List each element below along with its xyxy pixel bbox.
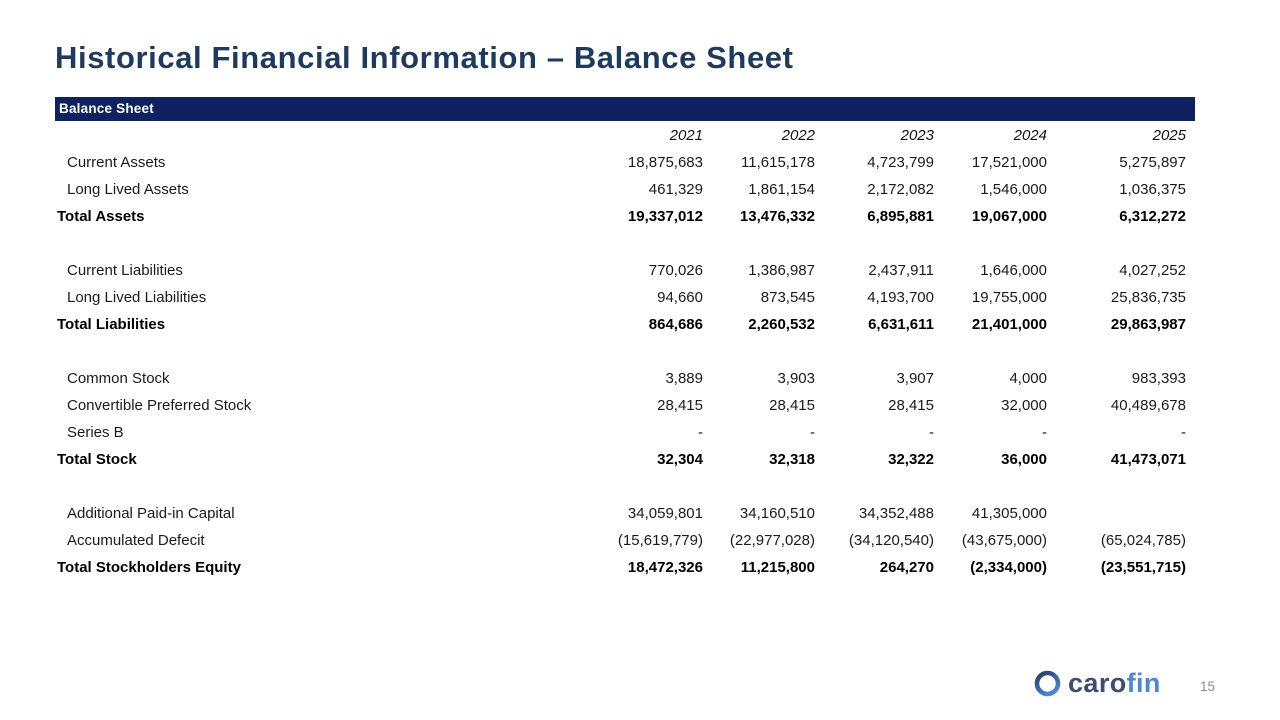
cell-value: 3,889 [665,370,703,387]
carofin-ring-icon [1034,670,1061,697]
table-row [55,419,1195,446]
cell-value: 41,473,071 [1110,451,1186,468]
row-label: Long Lived Assets [67,181,189,198]
cell-value: - [1042,424,1047,441]
cell-value: 1,546,000 [980,181,1047,198]
balance-sheet [55,97,1195,581]
cell-value: 5,275,897 [1119,154,1186,171]
cell-value: 4,193,700 [867,289,934,306]
table-row [55,392,1195,419]
cell-value: 34,059,801 [627,505,703,522]
table-row [55,311,1195,338]
cell-value: 11,215,800 [740,559,815,576]
year-header: 2023 [900,126,934,144]
cell-value: 17,521,000 [971,154,1047,171]
row-label: Series B [67,424,124,441]
row-label: Accumulated Defecit [67,532,205,549]
spacer-row [55,473,1195,500]
cell-value: 34,352,488 [858,505,934,522]
cell-value: 28,415 [769,397,815,414]
spacer-row [55,230,1195,257]
cell-value: 6,631,611 [868,316,934,333]
cell-value: 4,723,799 [867,154,934,171]
cell-value: 2,260,532 [748,316,815,333]
table-row [55,446,1195,473]
row-label: Common Stock [67,370,170,387]
cell-value: 32,322 [888,451,934,468]
row-label: Total Assets [57,208,145,225]
cell-value: 32,304 [657,451,703,468]
cell-value: 864,686 [648,316,703,333]
cell-value: (22,977,028) [729,532,815,549]
cell-value: 34,160,510 [739,505,815,522]
cell-value: (43,675,000) [961,532,1047,549]
cell-value: 1,036,375 [1119,181,1186,198]
cell-value: (65,024,785) [1100,532,1186,549]
cell-value: (15,619,779) [617,532,703,549]
table-header-bar [55,97,1195,121]
cell-value: 94,660 [657,289,703,306]
cell-value: 3,903 [777,370,815,387]
table-row [55,257,1195,284]
logo-text-fin: fin [1126,668,1161,698]
year-header: 2024 [1013,126,1047,144]
cell-value: 19,755,000 [971,289,1047,306]
row-label: Long Lived Liabilities [67,289,207,306]
cell-value: 770,026 [648,262,703,279]
cell-value: 36,000 [1001,451,1047,468]
row-label: Current Assets [67,154,166,171]
page-number: 15 [1200,679,1216,694]
table-row [55,500,1195,527]
year-header-row [55,121,1195,149]
cell-value: - [810,424,815,441]
row-label: Total Liabilities [57,316,166,333]
cell-value: 28,415 [657,397,703,414]
cell-value: 32,000 [1001,397,1047,414]
carofin-logo [1034,670,1161,697]
row-label: Total Stock [57,451,137,468]
balance-sheet-table [55,121,1195,581]
cell-value: 461,329 [648,181,703,198]
cell-value: 25,836,735 [1110,289,1186,306]
year-header: 2022 [781,126,815,144]
cell-value: 6,895,881 [867,208,934,225]
cell-value: 13,476,332 [739,208,815,225]
cell-value: 264,270 [879,559,934,576]
cell-value: - [698,424,703,441]
table-row [55,554,1195,581]
logo-text-caro: caro [1068,668,1127,698]
cell-value: (2,334,000) [970,559,1047,576]
cell-value [1048,500,1195,527]
cell-value: 6,312,272 [1119,208,1186,225]
cell-value: - [929,424,934,441]
cell-value: 19,337,012 [627,208,703,225]
cell-value: 3,907 [896,370,934,387]
cell-value: 4,027,252 [1119,262,1186,279]
cell-value: 2,437,911 [868,262,934,279]
table-header-label: Balance Sheet [59,101,154,116]
table-row [55,527,1195,554]
cell-value: 29,863,987 [1110,316,1186,333]
table-row [55,176,1195,203]
cell-value: (23,551,715) [1100,559,1186,576]
cell-value: 11,615,178 [741,154,815,171]
cell-value: 21,401,000 [971,316,1047,333]
table-row [55,365,1195,392]
row-label: Additional Paid-in Capital [67,505,235,522]
year-header-empty-cell [55,121,592,149]
cell-value: 32,318 [769,451,815,468]
cell-value: 1,646,000 [980,262,1047,279]
cell-value: - [1181,424,1186,441]
cell-value: 28,415 [888,397,934,414]
cell-value: 18,472,326 [627,559,703,576]
cell-value: 1,386,987 [748,262,815,279]
carofin-logo-text [1068,670,1161,697]
cell-value: 40,489,678 [1110,397,1186,414]
table-row [55,284,1195,311]
table-row [55,149,1195,176]
cell-value: 2,172,082 [867,181,934,198]
cell-value: (34,120,540) [848,532,934,549]
cell-value: 41,305,000 [971,505,1047,522]
cell-value: 873,545 [760,289,815,306]
cell-value: 19,067,000 [971,208,1047,225]
row-label: Current Liabilities [67,262,183,279]
cell-value: 18,875,683 [627,154,703,171]
table-row [55,203,1195,230]
spacer-row [55,338,1195,365]
cell-value: 1,861,154 [748,181,815,198]
year-header: 2021 [669,126,703,144]
row-label: Convertible Preferred Stock [67,397,252,414]
cell-value: 4,000 [1009,370,1047,387]
cell-value: 983,393 [1131,370,1186,387]
year-header: 2025 [1152,126,1186,144]
row-label: Total Stockholders Equity [57,559,241,576]
page-title: Historical Financial Information – Balance Sheet [55,40,794,75]
